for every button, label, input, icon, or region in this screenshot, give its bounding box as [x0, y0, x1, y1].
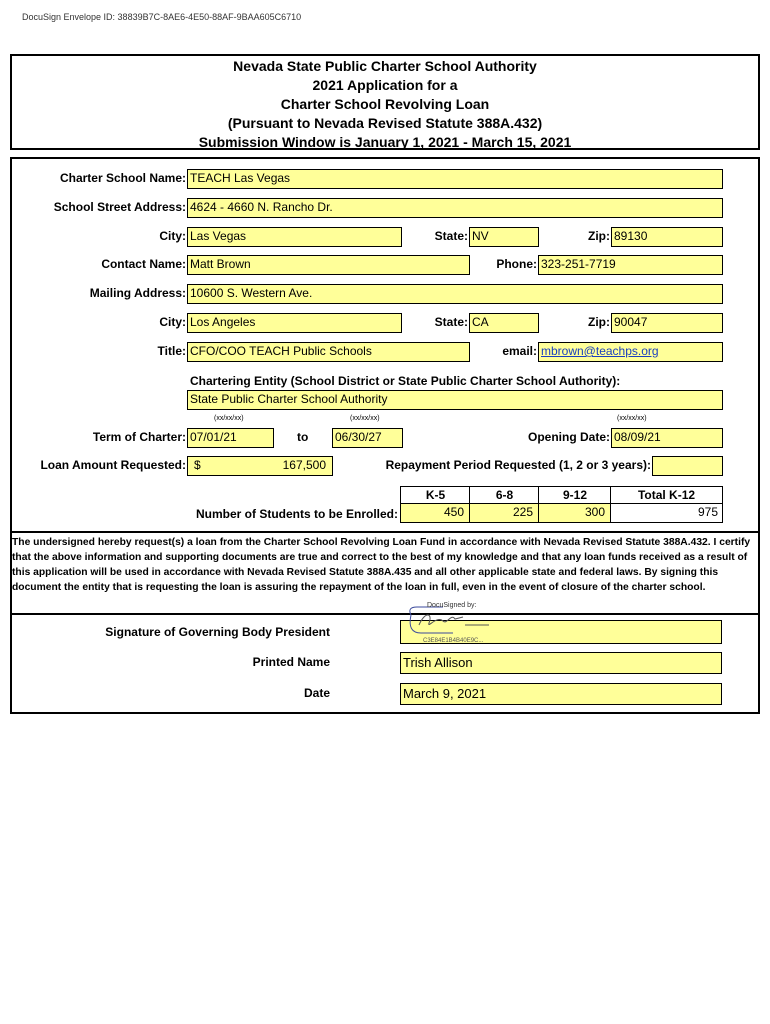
contact-name-field[interactable]: Matt Brown — [187, 255, 470, 275]
term-start-format-hint: (xx/xx/xx) — [214, 415, 244, 422]
enroll-value-68[interactable]: 225 — [469, 503, 540, 523]
repayment-period-field[interactable] — [652, 456, 723, 476]
mailing-address-field[interactable]: 10600 S. Western Ave. — [187, 284, 723, 304]
loan-amount-field[interactable] — [187, 456, 333, 476]
mailing-zip-label: Zip: — [588, 315, 610, 329]
divider-bottom — [10, 613, 760, 615]
printed-name-label: Printed Name — [252, 655, 330, 669]
header-line-2: 2021 Application for a — [312, 77, 458, 93]
chartering-entity-label: Chartering Entity (School District or State Public Charter School Authority): — [190, 374, 621, 388]
docusigned-by-text: DocuSigned by: — [427, 602, 477, 609]
contact-name-label: Contact Name: — [101, 257, 186, 271]
opening-date-label: Opening Date: — [527, 430, 610, 444]
loan-amount-label: Loan Amount Requested: — [40, 458, 186, 472]
header-line-5: Submission Window is January 1, 2021 - March 15, 2021 — [198, 134, 572, 150]
enroll-header-total: Total K-12 — [610, 486, 723, 505]
enroll-value-total: 975 — [610, 503, 723, 523]
date-field[interactable]: March 9, 2021 — [400, 683, 722, 705]
signature-field[interactable] — [400, 602, 722, 644]
students-label: Number of Students to be Enrolled: — [195, 507, 398, 521]
chartering-entity-field[interactable]: State Public Charter School Authority — [187, 390, 723, 410]
email-link[interactable]: mbrown@teachps.org — [541, 344, 659, 358]
loan-currency: $ — [194, 458, 201, 472]
title-field[interactable]: CFO/COO TEACH Public Schools — [187, 342, 470, 362]
divider-top — [10, 531, 760, 533]
loan-amount-value: 167,500 — [282, 458, 326, 472]
opening-format-hint: (xx/xx/xx) — [617, 415, 647, 422]
mailing-city-field[interactable]: Los Angeles — [187, 313, 402, 333]
mailing-city-label: City: — [159, 315, 186, 329]
date-label: Date — [303, 686, 330, 700]
enroll-value-k5[interactable]: 450 — [400, 503, 471, 523]
email-label: email: — [502, 344, 537, 358]
zip-label: Zip: — [588, 229, 610, 243]
docusign-id-text: C3E84E1B4B40E9C... — [423, 638, 484, 644]
city-field[interactable]: Las Vegas — [187, 227, 402, 247]
enroll-header-k5: K-5 — [400, 486, 471, 505]
certification-text: The undersigned hereby request(s) a loan from the Charter School Revolving Loan Fund in accordance with Nevada Revised Statute 388A.432. I certify that the above information and supporting documents are true and correct to the best of my knowledge and that any loan funds received as a result of this application will be used in accordance with Nevada Revised Statute 388A.435 and all other applicable state and federal laws. By signing this document the entity that is requesting the loan is assuring the repayment of the loan in full, even in the event of closure of the charter school. — [12, 537, 751, 593]
enroll-value-912[interactable]: 300 — [538, 503, 612, 523]
enroll-header-912: 9-12 — [538, 486, 612, 505]
to-label: to — [297, 430, 309, 444]
header-line-4: (Pursuant to Nevada Revised Statute 388A.432) — [227, 115, 543, 131]
street-address-label: School Street Address: — [53, 200, 186, 214]
signature-label: Signature of Governing Body President — [105, 625, 330, 639]
phone-label: Phone: — [496, 257, 537, 271]
term-end-format-hint: (xx/xx/xx) — [350, 415, 380, 422]
school-name-field[interactable]: TEACH Las Vegas — [187, 169, 723, 189]
enroll-header-68: 6-8 — [469, 486, 540, 505]
school-name-label: Charter School Name: — [59, 171, 186, 185]
phone-field[interactable]: 323-251-7719 — [538, 255, 723, 275]
title-label: Title: — [157, 344, 186, 358]
term-label: Term of Charter: — [92, 430, 186, 444]
header-line-1: Nevada State Public Charter School Authority — [233, 58, 537, 74]
opening-date-field[interactable]: 08/09/21 — [611, 428, 723, 448]
repayment-period-label: Repayment Period Requested (1, 2 or 3 years): — [385, 458, 651, 472]
mailing-state-label: State: — [434, 315, 468, 329]
mailing-zip-field[interactable]: 90047 — [611, 313, 723, 333]
term-start-field[interactable]: 07/01/21 — [187, 428, 274, 448]
state-label: State: — [434, 229, 468, 243]
form-header — [10, 54, 760, 150]
city-label: City: — [159, 229, 186, 243]
mailing-address-label: Mailing Address: — [89, 286, 186, 300]
mailing-state-field[interactable]: CA — [469, 313, 539, 333]
state-field[interactable]: NV — [469, 227, 539, 247]
email-field[interactable] — [538, 342, 723, 362]
header-line-3: Charter School Revolving Loan — [280, 96, 490, 112]
printed-name-field[interactable]: Trish Allison — [400, 652, 722, 674]
term-end-field[interactable]: 06/30/27 — [332, 428, 403, 448]
street-address-field[interactable]: 4624 - 4660 N. Rancho Dr. — [187, 198, 723, 218]
envelope-id: DocuSign Envelope ID: 38839B7C-8AE6-4E50-88AF-9BAA605C6710 — [22, 12, 302, 22]
zip-field[interactable]: 89130 — [611, 227, 723, 247]
